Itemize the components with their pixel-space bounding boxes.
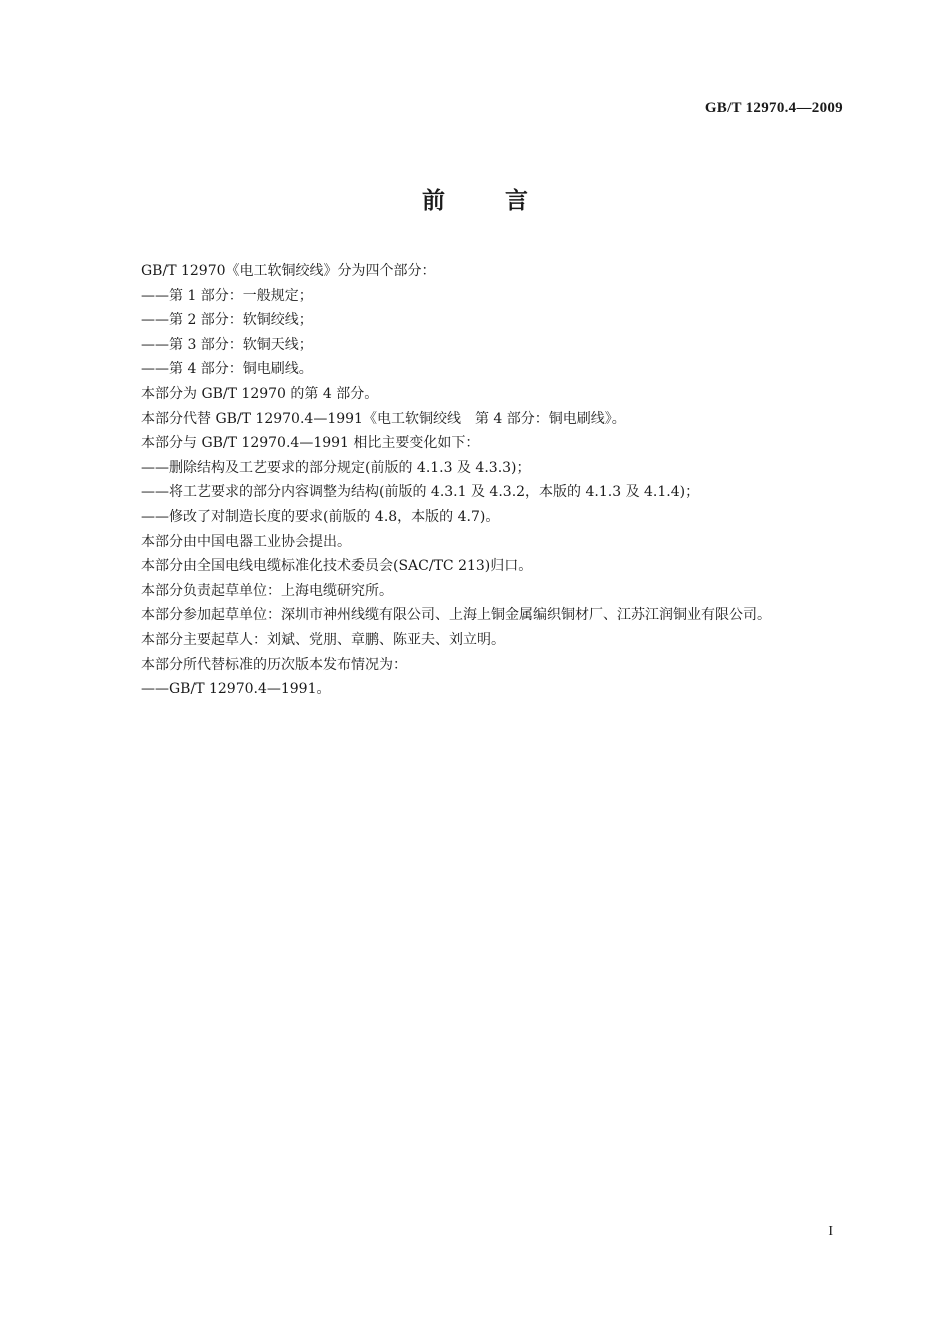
paragraph: 本部分主要起草人：刘斌、党朋、章鹏、陈亚夫、刘立明。 [141,631,505,648]
paragraph: 本部分为 GB/T 12970 的第 4 部分。 [141,385,379,402]
paragraph: 本部分代替 GB/T 12970.4—1991《电工软铜绞线 第 4 部分：铜电刷线》。 [141,410,626,427]
list-item: ——将工艺要求的部分内容调整为结构(前版的 4.3.1 及 4.3.2，本版的 4.1.3 及 4.1.4)； [141,484,700,501]
list-item: ——第 4 部分：铜电刷线。 [141,361,313,378]
page-title: 前言 [422,188,588,214]
page-number: I [828,1224,833,1239]
paragraph: GB/T 12970《电工软铜绞线》分为四个部分： [141,263,436,279]
list-item: ——删除结构及工艺要求的部分规定(前版的 4.1.3 及 4.3.3)； [141,459,531,476]
list-item: ——第 1 部分：一般规定； [141,287,313,304]
paragraph: 本部分负责起草单位：上海电缆研究所。 [141,582,393,599]
list-item: ——第 2 部分：软铜绞线； [141,312,313,329]
paragraph: 本部分所代替标准的历次版本发布情况为： [141,656,407,673]
paragraph: 本部分由中国电器工业协会提出。 [141,533,351,550]
list-item: ——修改了对制造长度的要求(前版的 4.8，本版的 4.7)。 [141,508,500,525]
paragraph: 本部分与 GB/T 12970.4—1991 相比主要变化如下： [141,435,480,452]
paragraph: 本部分由全国电线电缆标准化技术委员会(SAC/TC 213)归口。 [141,558,533,575]
foreword-body [107,259,843,702]
list-item: ——GB/T 12970.4—1991。 [141,681,331,698]
paragraph: 本部分参加起草单位：深圳市神州线缆有限公司、上海上铜金属编织铜材厂、江苏江润铜业有限公司。 [141,607,771,624]
list-item: ——第 3 部分：软铜天线； [141,336,313,353]
standard-number: GB/T 12970.4—2009 [704,100,843,116]
